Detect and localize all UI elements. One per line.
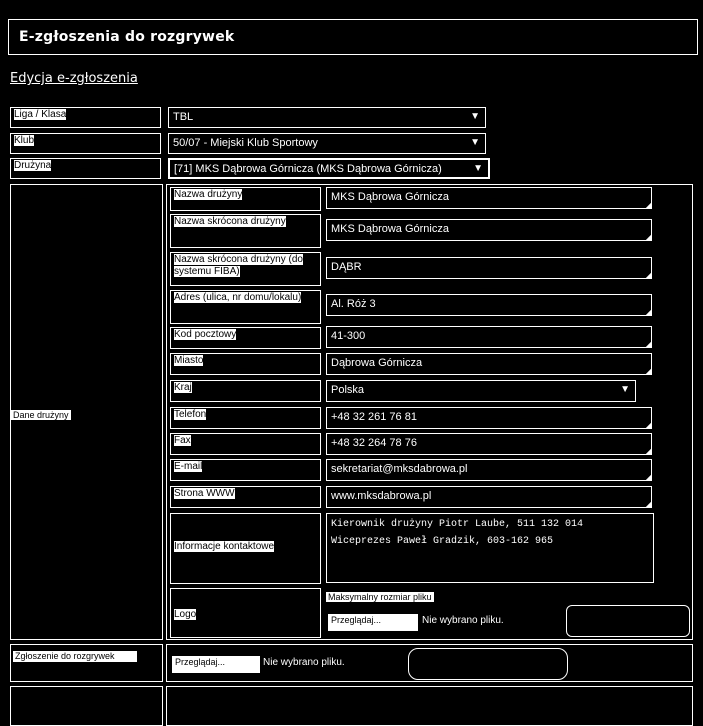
resize-grip-icon[interactable]: ◢	[644, 447, 651, 455]
resize-grip-icon[interactable]: ◢	[644, 233, 651, 241]
website-input[interactable]: www.mksdabrowa.pl ◢	[326, 486, 652, 508]
resize-grip-icon[interactable]: ◢	[644, 201, 651, 209]
entry-label: Zgłoszenie do rozgrywek	[13, 651, 137, 662]
chevron-down-icon: ▼	[470, 137, 480, 148]
next-row-field-cell	[166, 686, 693, 726]
address-input[interactable]: Al. Róż 3 ◢	[326, 294, 652, 316]
label-fax: Fax	[170, 433, 321, 455]
label-logo: Logo	[170, 588, 321, 638]
short-name-input[interactable]: MKS Dąbrowa Górnicza ◢	[326, 219, 652, 241]
label-postal-code: Kod pocztowy	[170, 327, 321, 349]
label-address: Adres (ulica, nr domu/lokalu)	[170, 290, 321, 324]
chevron-down-icon: ▼	[473, 163, 483, 174]
label-city: Miasto	[170, 353, 321, 375]
next-row-label-cell	[10, 686, 163, 726]
chevron-down-icon: ▼	[620, 384, 630, 395]
resize-grip-icon[interactable]: ◢	[644, 421, 651, 429]
resize-grip-icon[interactable]: ◢	[644, 473, 651, 481]
email-input[interactable]: sekretariat@mksdabrowa.pl ◢	[326, 459, 652, 481]
logo-file-status: Nie wybrano pliku.	[422, 615, 504, 626]
resize-grip-icon[interactable]: ◢	[644, 340, 651, 348]
fax-input[interactable]: +48 32 264 78 76 ◢	[326, 433, 652, 455]
logo-size-note: Maksymalny rozmiar pliku	[328, 592, 432, 602]
upload-entry-button[interactable]	[408, 648, 568, 680]
entry-browse-button[interactable]: Przeglądaj...	[172, 656, 260, 673]
team-data-section	[10, 184, 163, 640]
label-club: Klub	[10, 133, 161, 154]
team-data-label: Dane drużyny	[13, 410, 69, 420]
label-league: Liga / Klasa	[10, 107, 161, 128]
fiba-name-input[interactable]: DĄBR ◢	[326, 257, 652, 279]
label-email: E-mail	[170, 459, 321, 481]
country-select[interactable]: Polska ▼	[326, 380, 636, 402]
page-subtitle: Edycja e-zgłoszenia	[10, 71, 138, 86]
page-header	[8, 19, 698, 55]
resize-grip-icon[interactable]: ◢	[644, 271, 651, 279]
chevron-down-icon: ▼	[470, 111, 480, 122]
entry-file-status: Nie wybrano pliku.	[263, 657, 345, 668]
page-title: E-zgłoszenia do rozgrywek	[19, 29, 235, 45]
league-select[interactable]: TBL ▼	[168, 107, 486, 128]
label-team-name: Nazwa drużyny	[170, 187, 321, 211]
contact-info-textarea[interactable]	[326, 513, 654, 583]
team-name-input[interactable]: MKS Dąbrowa Górnicza ◢	[326, 187, 652, 209]
label-website: Strona WWW	[170, 486, 321, 508]
label-contact-info: Informacje kontaktowe	[170, 513, 321, 584]
club-select[interactable]: 50/07 - Miejski Klub Sportowy ▼	[168, 133, 486, 154]
phone-input[interactable]: +48 32 261 76 81 ◢	[326, 407, 652, 429]
team-select[interactable]: [71] MKS Dąbrowa Górnicza (MKS Dąbrowa Górnicza) ▼	[168, 158, 490, 179]
label-short-name: Nazwa skrócona drużyny	[170, 214, 321, 248]
label-fiba-name: Nazwa skrócona drużyny (do systemu FIBA)	[170, 252, 321, 286]
resize-grip-icon[interactable]: ◢	[644, 308, 651, 316]
label-phone: Telefon	[170, 407, 321, 429]
resize-grip-icon[interactable]: ◢	[644, 500, 651, 508]
postal-code-input[interactable]: 41-300 ◢	[326, 326, 652, 348]
label-team: Drużyna	[10, 158, 161, 179]
entry-label-cell	[10, 644, 163, 682]
resize-grip-icon[interactable]: ◢	[644, 367, 651, 375]
city-input[interactable]: Dąbrowa Górnicza ◢	[326, 353, 652, 375]
upload-logo-button[interactable]	[566, 605, 690, 637]
label-country: Kraj	[170, 380, 321, 402]
logo-browse-button[interactable]: Przeglądaj...	[328, 614, 418, 631]
